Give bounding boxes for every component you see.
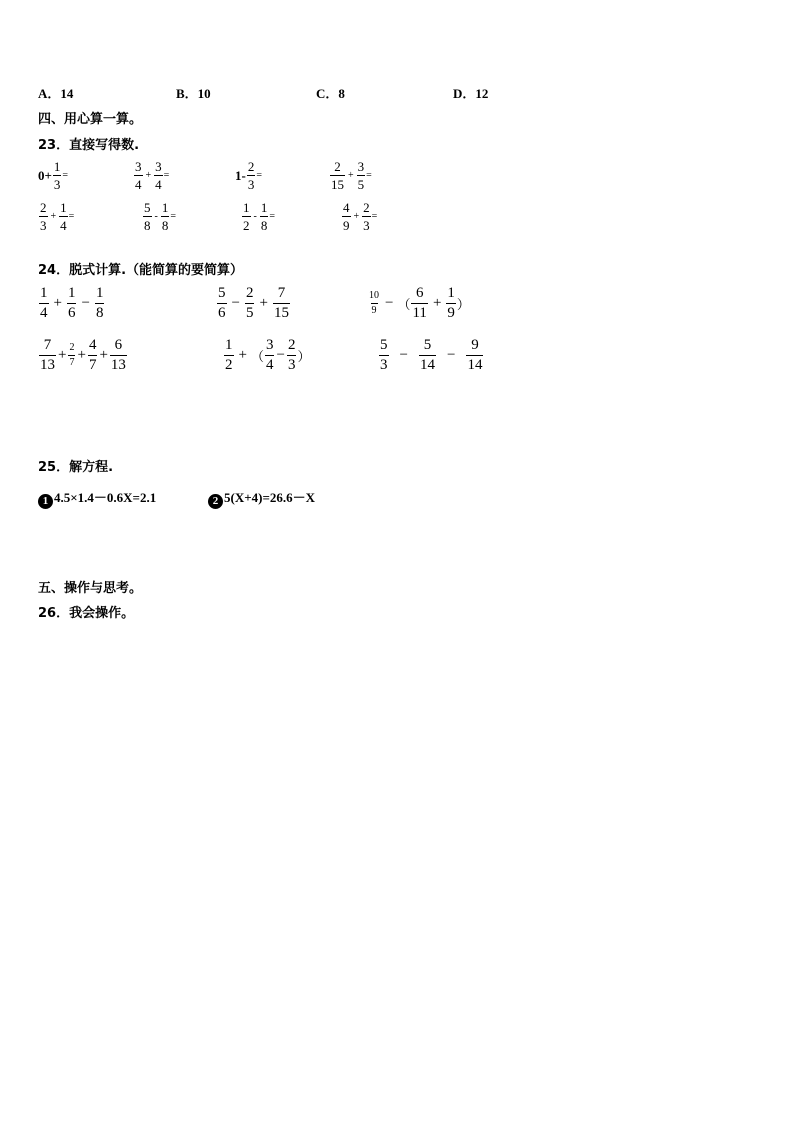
operator: + bbox=[53, 295, 62, 311]
numerator: 3 bbox=[135, 159, 142, 174]
q23-item bbox=[133, 160, 169, 191]
denominator: 3 bbox=[363, 218, 370, 233]
denominator: 7 bbox=[88, 357, 97, 373]
operator: - bbox=[154, 211, 158, 222]
operator: + bbox=[50, 211, 57, 222]
denominator: 9 bbox=[343, 218, 350, 233]
denominator: 3 bbox=[380, 357, 388, 373]
operator: + bbox=[353, 211, 360, 222]
numerator: 10 bbox=[369, 290, 379, 301]
circled-number-2: 2 bbox=[208, 494, 223, 509]
numerator: 3 bbox=[155, 159, 162, 174]
equals: = bbox=[269, 211, 275, 222]
q23-item bbox=[142, 201, 176, 232]
equation-text: 4.5×1.4－0.6X=2.1 bbox=[54, 490, 157, 505]
numerator: 1 bbox=[67, 285, 76, 301]
equals: = bbox=[62, 170, 69, 181]
q26-title: 26．我会操作。 bbox=[38, 606, 135, 621]
numerator: 5 bbox=[380, 337, 388, 353]
denominator: 2 bbox=[225, 357, 233, 373]
equals: = bbox=[163, 170, 170, 181]
operator: + bbox=[432, 295, 442, 311]
numerator: 1 bbox=[161, 200, 169, 215]
operator: + bbox=[77, 347, 86, 363]
equals: = bbox=[366, 170, 372, 181]
numerator: 2 bbox=[287, 337, 296, 353]
equation-text: 5(X+4)=26.6－X bbox=[224, 490, 316, 505]
numerator: 2 bbox=[245, 285, 254, 301]
denominator: 8 bbox=[161, 218, 169, 233]
numerator: 5 bbox=[144, 200, 151, 215]
option-c: C．8 bbox=[316, 86, 345, 101]
q25-equation-1 bbox=[38, 487, 156, 509]
numerator: 6 bbox=[415, 285, 424, 301]
right-paren: ） bbox=[456, 297, 470, 312]
q24-expression-4 bbox=[38, 338, 128, 373]
operator: + bbox=[145, 170, 152, 181]
numerator: 5 bbox=[423, 337, 432, 353]
denominator: 5 bbox=[357, 177, 365, 192]
numerator: 2 bbox=[69, 342, 75, 353]
denominator: 4 bbox=[60, 218, 67, 233]
q23-item bbox=[341, 201, 377, 232]
operator: - bbox=[253, 211, 257, 222]
option-d: D．12 bbox=[453, 86, 489, 101]
denominator: 2 bbox=[243, 218, 250, 233]
numerator: 2 bbox=[334, 159, 341, 174]
denominator: 3 bbox=[40, 218, 47, 233]
q23-title: 23．直接写得数. bbox=[38, 138, 140, 153]
q24-title: 24．脱式计算.（能简算的要简算） bbox=[38, 263, 244, 278]
denominator: 6 bbox=[67, 305, 76, 321]
equals: = bbox=[256, 170, 262, 181]
prefix: 1- bbox=[235, 167, 246, 183]
numerator: 1 bbox=[40, 285, 48, 301]
denominator: 7 bbox=[69, 357, 75, 368]
operator: − bbox=[81, 295, 90, 311]
denominator: 14 bbox=[467, 357, 483, 373]
numerator: 1 bbox=[53, 159, 61, 174]
operator: − bbox=[385, 295, 394, 311]
numerator: 6 bbox=[114, 337, 123, 353]
numerator: 3 bbox=[265, 337, 274, 353]
q23-item bbox=[241, 201, 275, 232]
q23-item bbox=[38, 160, 68, 191]
denominator: 4 bbox=[135, 177, 142, 192]
numerator: 3 bbox=[357, 159, 365, 174]
numerator: 4 bbox=[88, 337, 97, 353]
denominator: 4 bbox=[265, 357, 274, 373]
operator: − bbox=[446, 347, 456, 363]
right-paren: ） bbox=[297, 349, 311, 364]
operator: − bbox=[231, 295, 240, 311]
numerator: 2 bbox=[40, 200, 47, 215]
denominator: 15 bbox=[331, 177, 344, 192]
numerator: 1 bbox=[225, 337, 233, 353]
q24-expression-6 bbox=[378, 338, 484, 373]
q25-equation-2 bbox=[208, 487, 315, 509]
q25-title: 25．解方程. bbox=[38, 460, 114, 475]
denominator: 13 bbox=[40, 357, 55, 373]
left-paren: （ bbox=[397, 297, 411, 312]
operator: + bbox=[259, 295, 268, 311]
numerator: 1 bbox=[260, 200, 268, 215]
operator: + bbox=[58, 347, 67, 363]
numerator: 7 bbox=[43, 337, 52, 353]
denominator: 11 bbox=[412, 305, 427, 321]
operator: − bbox=[399, 347, 408, 363]
section-5-title: 五、操作与思考。 bbox=[38, 581, 143, 596]
circled-number-1: 1 bbox=[38, 494, 53, 509]
q24-expression-3 bbox=[367, 286, 470, 321]
numerator: 5 bbox=[218, 285, 226, 301]
numerator: 7 bbox=[277, 285, 286, 301]
denominator: 8 bbox=[260, 218, 268, 233]
equals: = bbox=[68, 211, 75, 222]
section-4-title: 四、用心算一算。 bbox=[38, 112, 143, 127]
equals: = bbox=[371, 211, 378, 222]
option-a: A．14 bbox=[38, 86, 74, 101]
numerator: 1 bbox=[95, 285, 104, 301]
q24-expression-2 bbox=[216, 286, 291, 321]
operator: + bbox=[99, 347, 108, 363]
denominator: 8 bbox=[95, 305, 104, 321]
numerator: 9 bbox=[471, 337, 479, 353]
numerator: 1 bbox=[243, 200, 250, 215]
denominator: 8 bbox=[144, 218, 151, 233]
denominator: 5 bbox=[245, 305, 254, 321]
equals: = bbox=[170, 211, 176, 222]
denominator: 4 bbox=[155, 177, 162, 192]
numerator: 2 bbox=[247, 159, 255, 174]
denominator: 9 bbox=[447, 305, 455, 321]
q23-item bbox=[235, 160, 262, 191]
numerator: 2 bbox=[363, 200, 370, 215]
denominator: 4 bbox=[40, 305, 48, 321]
q24-expression-5 bbox=[223, 338, 310, 373]
operator: + bbox=[348, 170, 354, 181]
numerator: 4 bbox=[343, 200, 350, 215]
denominator: 6 bbox=[218, 305, 226, 321]
left-paren: （ bbox=[250, 349, 264, 364]
denominator: 3 bbox=[287, 357, 296, 373]
q24-expression-1 bbox=[38, 286, 105, 321]
denominator: 3 bbox=[247, 177, 255, 192]
denominator: 9 bbox=[371, 305, 377, 316]
denominator: 15 bbox=[273, 305, 289, 321]
denominator: 13 bbox=[110, 357, 126, 373]
numerator: 1 bbox=[60, 200, 67, 215]
prefix: 0+ bbox=[38, 167, 52, 183]
q23-item bbox=[38, 201, 74, 232]
numerator: 1 bbox=[447, 285, 455, 301]
operator: + bbox=[238, 347, 247, 363]
option-b: B．10 bbox=[176, 86, 211, 101]
q23-item bbox=[329, 160, 372, 191]
denominator: 14 bbox=[419, 357, 435, 373]
operator: − bbox=[276, 347, 285, 363]
denominator: 3 bbox=[53, 177, 61, 192]
